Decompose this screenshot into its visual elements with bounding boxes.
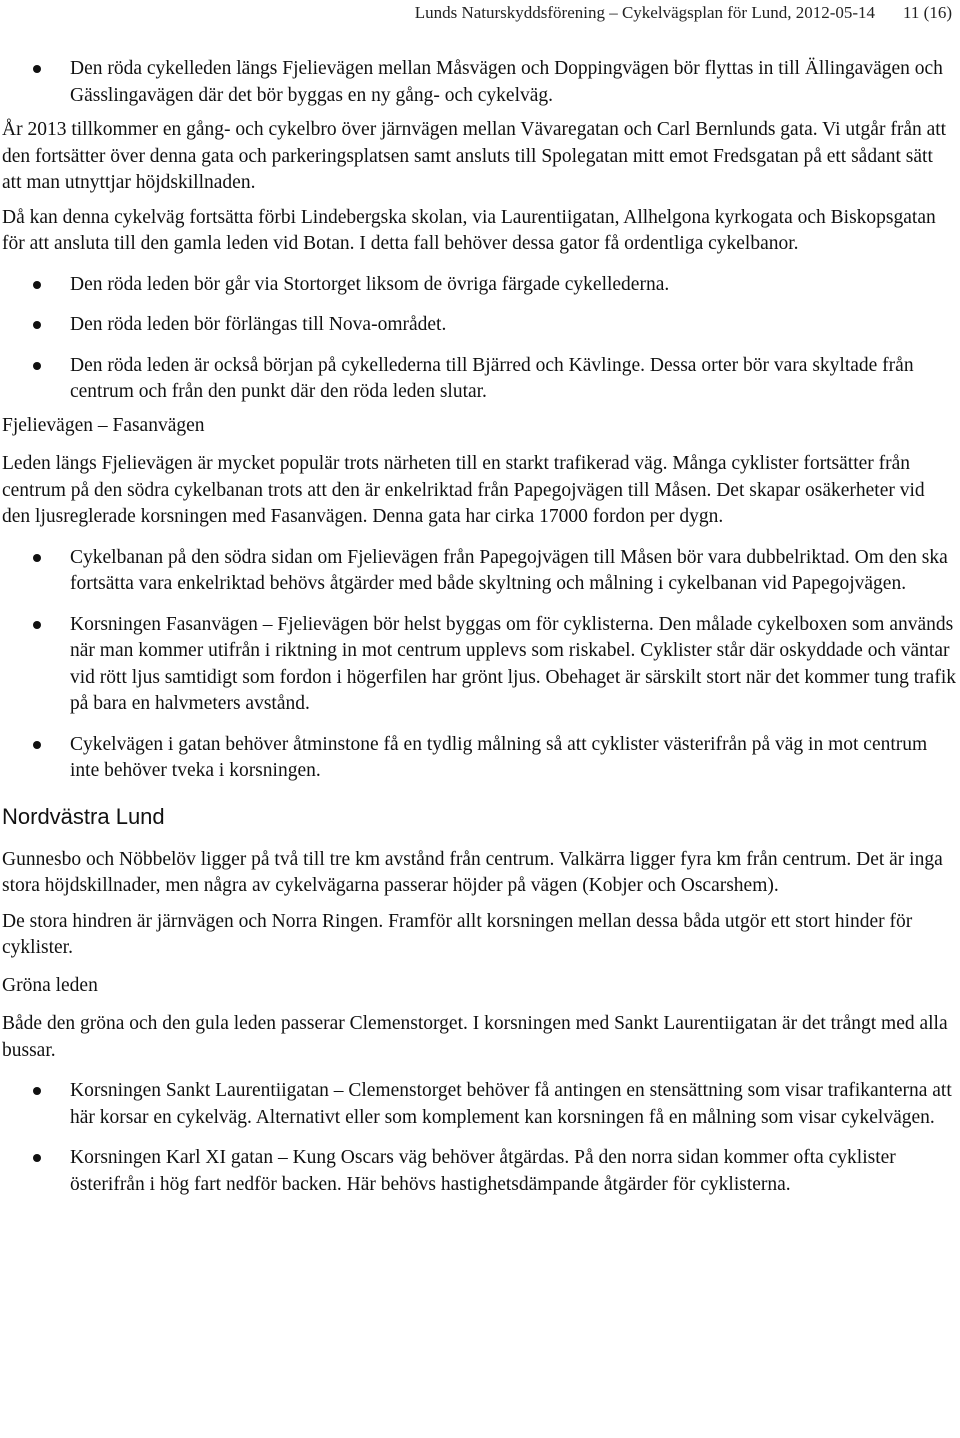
header-title: Lunds Naturskyddsförening – Cykelvägsplan för Lund, 2012-05-14 <box>414 3 876 22</box>
page-header <box>0 0 952 26</box>
bullet-item: Cykelbanan på den södra sidan om Fjelievägen från Papegojvägen till Måsen bör vara dubbelriktad. Om den ska fortsätta vara enkelriktad behövs åtgärder med både skyltning och målning i cykelbanan vid Papegojvägen. <box>2 545 957 598</box>
bullet-item: Den röda cykelleden längs Fjelievägen mellan Måsvägen och Doppingvägen bör flyttas in till Ällingavägen och Gässlingavägen där det bör byggas en ny gång- och cykelväg. <box>2 56 957 109</box>
paragraph: De stora hindren är järnvägen och Norra Ringen. Framför allt korsningen mellan dessa båda utgör ett stort hinder för cyklister. <box>2 910 913 958</box>
page-number: 11 (16) <box>903 3 952 22</box>
subheading: Gröna leden <box>2 974 98 996</box>
bullet-item: Den röda leden bör förlängas till Nova-området. <box>2 312 957 339</box>
section-heading: Nordvästra Lund <box>2 803 165 829</box>
paragraph: Gunnesbo och Nöbbelöv ligger på två till tre km avstånd från centrum. Valkärra ligger fyra km från centrum. Det är inga stora höjdskillnader, men några av cykelvägarna passerar höjder på vägen (Kobjer och Oscarshem). <box>2 848 943 896</box>
paragraph: Då kan denna cykelväg fortsätta förbi Lindebergska skolan, via Laurentiigatan, Allhelgona kyrkogata och Biskopsgatan för att ansluta till den gamla leden vid Botan. I detta fall behöver dessa gator få ordentliga cykelbanor. <box>2 206 936 254</box>
document-body <box>2 56 957 1198</box>
paragraph: Både den gröna och den gula leden passerar Clemenstorget. I korsningen med Sankt Laurentiigatan är det trångt med alla bussar. <box>2 1013 948 1061</box>
subheading: Fjelievägen – Fasanvägen <box>2 414 205 436</box>
bullet-item: Den röda leden bör går via Stortorget liksom de övriga färgade cykellederna. <box>2 272 957 299</box>
bullet-item: Den röda leden är också början på cykellederna till Bjärred och Kävlinge. Dessa orter bör vara skyltade från centrum och från den punkt där den röda leden slutar. <box>2 353 957 406</box>
paragraph: Leden längs Fjelievägen är mycket populär trots närheten till en starkt trafikerad väg. Många cyklister fortsätter från centrum på den södra cykelbanan trots att den är enkelriktad från Papegojvägen till Måsen. Det skapar osäkerheter vid den ljusreglerade korsningen med Fasanvägen. Denna gata har cirka 17000 fordon per dygn. <box>2 453 925 527</box>
bullet-item: Korsningen Karl XI gatan – Kung Oscars väg behöver åtgärdas. På den norra sidan kommer ofta cyklister österifrån i hög fart nedför backen. Här behövs hastighetsdämpande åtgärder för cyklisterna. <box>2 1145 957 1198</box>
paragraph: År 2013 tillkommer en gång- och cykelbro över järnvägen mellan Vävaregatan och Carl Bernlunds gata. Vi utgår från att den fortsätter över denna gata och parkeringsplatsen samt ansluts till Spolegatan mitt emot Fredsgatan på ett sådant sätt att man utnyttjar höjdskillnaden. <box>2 119 947 193</box>
bullet-item: Korsningen Sankt Laurentiigatan – Clemenstorget behöver få antingen en stensättning som visar trafikanterna att här korsar en cykelväg. Alternativt eller som komplement kan korsningen få en målning som visar cykelvägen. <box>2 1078 957 1131</box>
bullet-item: Korsningen Fasanvägen – Fjelievägen bör helst byggas om för cyklisterna. Den målade cykelboxen som används när man kommer utifrån i riktning in mot centrum upplevs som riskabel. Cyklister står där oskyddade och väntar vid rött ljus samtidigt som fordon i högerfilen har grönt ljus. Obehaget är särskilt stort när det kommer tung trafik på bara en halvmeters avstånd. <box>2 612 957 718</box>
bullet-item: Cykelvägen i gatan behöver åtminstone få en tydlig målning så att cyklister västerifrån på väg in mot centrum inte behöver tveka i korsningen. <box>2 732 957 785</box>
